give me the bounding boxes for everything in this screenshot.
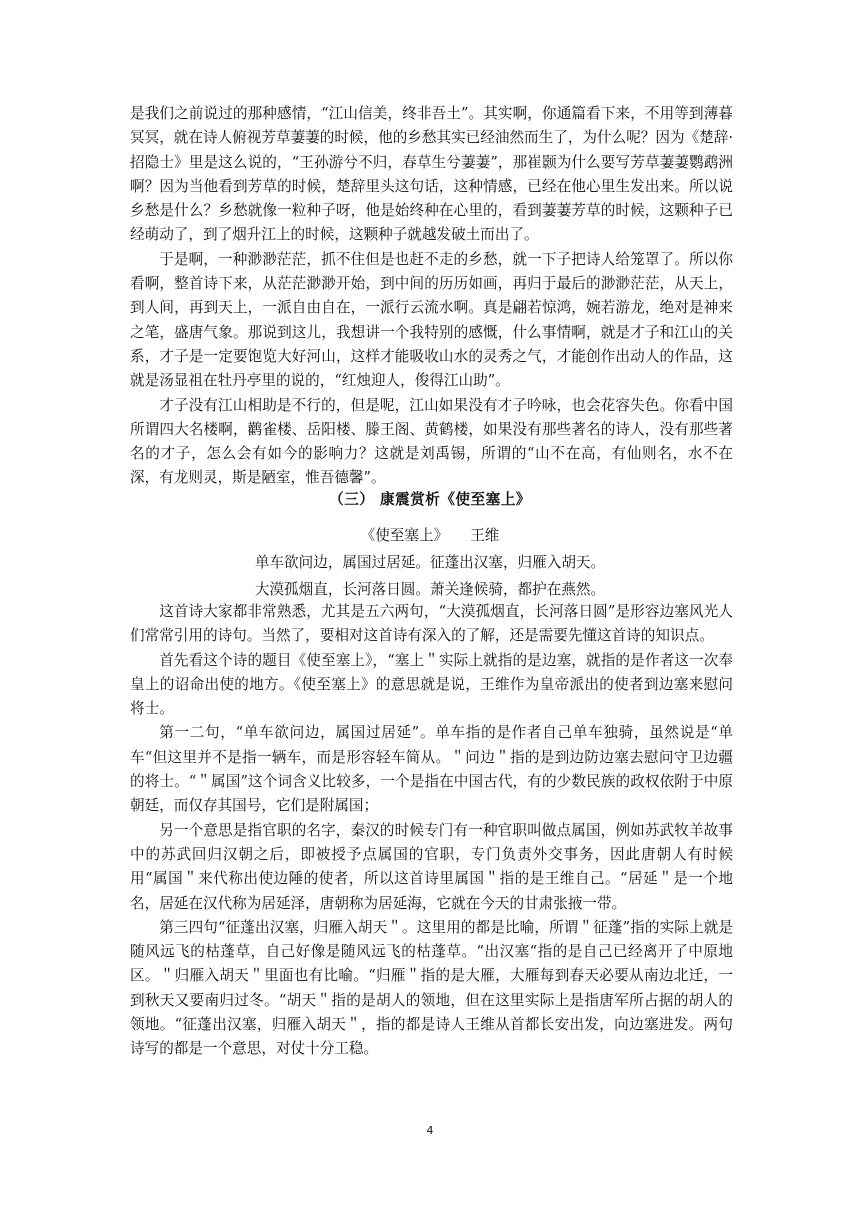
- poem-author: 王维: [470, 527, 500, 544]
- paragraph-shuguo-meaning: 另一个意思是指官职的名字，秦汉的时候专门有一种官职叫做点属国，例如苏武牧羊故事中的苏武回归汉朝之后，即被授予点属国的官职，专门负责外交事务，因此唐朝人有时候用“属国＂来代称出使边陲的使者，所以这首诗里属国＂指的是王维自己。“居延＂是一个地名，居延在汉代称为居延泽，唐朝称为居延海，它就在今天的甘肃张掖一带。: [130, 821, 733, 912]
- essay-section-cuihao: [130, 102, 733, 491]
- paragraph-nostalgia-seed: 是我们之前说过的那种感情，“江山信美，终非吾土”。其实啊，你通篇看下来，不用等到薄暮冥冥，就在诗人俯视芳草萋萋的时候，他的乡愁其实已经油然而生了，为什么呢？因为《楚辞·招隐士》里是这么说的，“王孙游兮不归，春草生兮萋萋”，那崔颢为什么要写芳草萋萋鹦鹉洲啊？因为当他看到芳草的时候，楚辞里头这句话，这种情感，已经在他心里生发出来。所以说乡愁是什么？乡愁就像一粒种子呀，他是始终种在心里的，看到萋萋芳草的时候，这颗种子已经萌动了，到了烟升江上的时候，这颗种子就越发破土而出了。: [130, 105, 733, 244]
- paragraph-intro: 这首诗大家都非常熟悉，尤其是五六两句，“大漠孤烟直，长河落日圆”是形容边塞风光人们常常引用的诗句。当然了，要相对这首诗有深入的了解，还是需要先懂这首诗的知识点。: [130, 603, 733, 645]
- poem-line: 大漠孤烟直，长河落日圆。萧关逢候骑，都护在燕然。: [254, 581, 606, 598]
- paragraph-lines-one-two: 第一二句，“单车欲问边，属国过居延”。单车指的是作者自己单车独骑，虽然说是“单车“但这里并不是指一辆车，而是形容轻车简从。＂问边＂指的是到边防边塞去慰问守卫边疆的将士。“＂属国”这个词含义比较多，一个是指在中国古代，有的少数民族的政权依附于中原朝廷，而仅存其国号，它们是附属国；: [130, 724, 733, 815]
- paragraph-four-great-towers: 才子没有江山相助是不行的，但是呢，江山如果没有才子吟咏，也会花容失色。你看中国所谓四大名楼啊，鹳雀楼、岳阳楼、滕王阁、黄鹤楼，如果没有那些著名的诗人，没有那些著名的才子，怎么会有如今的影响力？这就是刘禹锡，所谓的“山不在高，有仙则名，水不在深，有龙则灵，斯是陋室，惟吾德馨”。: [130, 396, 733, 487]
- poem-title-line: [0, 524, 860, 548]
- section-heading: （三） 康震赏析《使至塞上》: [329, 491, 531, 508]
- paragraph-talent-and-landscape: 于是啊，一种渺渺茫茫，抓不住但是也赶不走的乡愁，就一下子把诗人给笼罩了。所以你看啊，整首诗下来，从茫茫渺渺开始，到中间的历历如画，再归于最后的渺渺茫茫，从天上，到人间，再到天上，一派自由自在，一派行云流水啊。真是翩若惊鸿，婉若游龙，绝对是神来之笔，盛唐气象。那说到这儿，我想讲一个我特别的感慨，什么事情啊，就是才子和江山的关系，才子是一定要饱览大好河山，这样才能吸收山水的灵秀之气，才能创作出动人的作品，这就是汤显祖在牡丹亭里的说的，“红烛迎人，俊得江山助”。: [130, 250, 733, 390]
- poem-title: 《使至塞上》: [360, 527, 449, 544]
- paragraph-lines-three-four: 第三四句“征蓬出汉塞，归雁入胡天＂。这里用的都是比喻，所谓＂征蓬”指的实际上就是随风远飞的枯蓬草，自己好像是随风远飞的枯蓬草。“出汉塞“指的是自己已经离开了中原地区。＂归雁入胡天＂里面也有比喻。“归雁＂指的是大雁，大雁每到春天必要从南边北迁，一到秋天又要南归过冬。“胡天＂指的是胡人的领地，但在这里实际上是指唐军所占据的胡人的领地。“征蓬出汉塞，归雁入胡天＂，指的都是诗人王维从首都长安出发，向边塞进发。两句诗写的都是一个意思，对仗十分工稳。: [130, 918, 733, 1058]
- essay-section-wangwei: [130, 600, 733, 1062]
- poem-line: 单车欲问边，属国过居延。征蓬出汉塞，归雁入胡天。: [254, 554, 606, 571]
- page-number: 4: [426, 1124, 434, 1137]
- paragraph-title-meaning: 首先看这个诗的题目《使至塞上》，“塞上＂实际上就指的是边塞，就指的是作者这一次奉皇上的诏命出使的地方。《使至塞上》的意思就是说，王维作为皇帝派出的使者到边塞来慰问将士。: [130, 651, 733, 718]
